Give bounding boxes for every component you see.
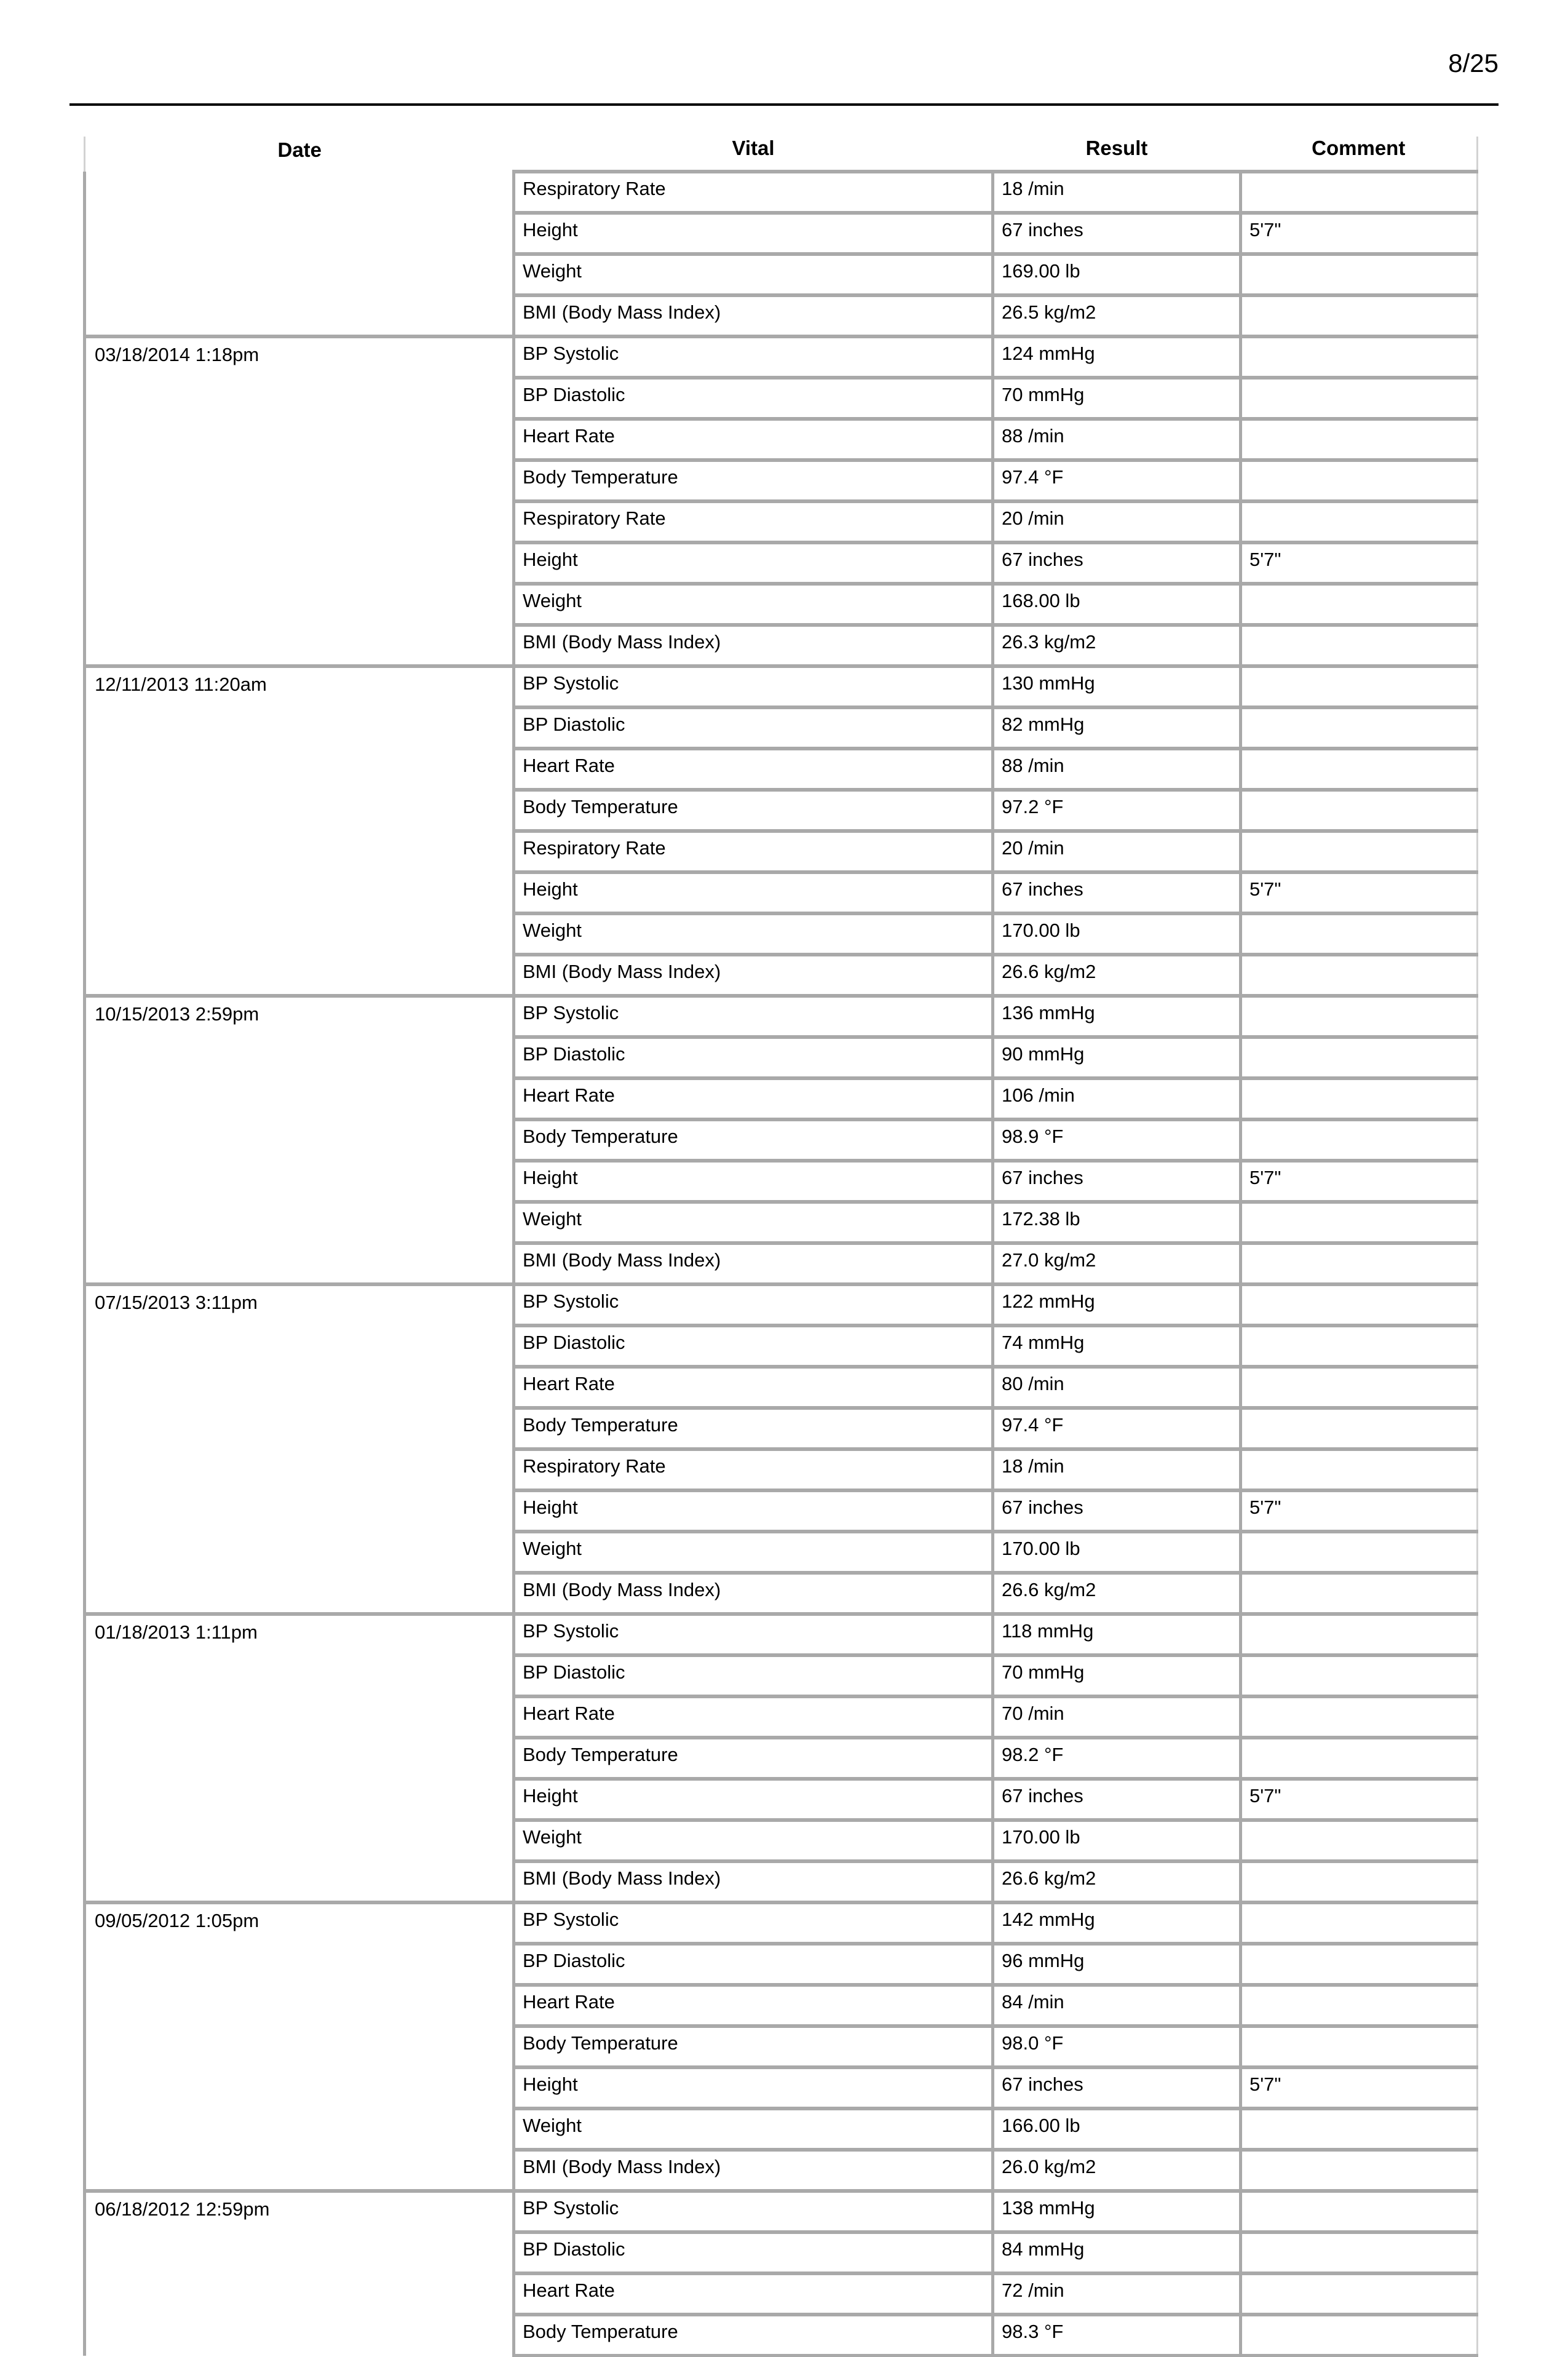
cell-result: 118 mmHg [993,1614,1241,1655]
cell-comment [1241,254,1478,295]
cell-result: 169.00 lb [993,254,1241,295]
cell-comment [1241,1655,1478,1696]
cell-result: 168.00 lb [993,584,1241,625]
cell-vital: Heart Rate [514,2273,993,2315]
column-header-vital: Vital [732,137,775,159]
cell-result: 124 mmHg [993,336,1241,378]
cell-comment [1241,913,1478,955]
cell-vital: BMI (Body Mass Index) [514,1861,993,1902]
cell-vital: Body Temperature [514,790,993,831]
cell-result: 67 inches [993,213,1241,254]
cell-result: 142 mmHg [993,1902,1241,1944]
cell-result: 98.0 °F [993,2026,1241,2067]
cell-result: 97.2 °F [993,790,1241,831]
cell-vital: BP Diastolic [514,707,993,749]
cell-vital: Respiratory Rate [514,1449,993,1490]
cell-result: 96 mmHg [993,1944,1241,1985]
cell-result: 26.0 kg/m2 [993,2150,1241,2191]
cell-comment [1241,2026,1478,2067]
cell-vital: BP Systolic [514,1284,993,1326]
cell-comment [1241,1284,1478,1326]
cell-comment [1241,749,1478,790]
cell-comment [1241,336,1478,378]
cell-comment [1241,1985,1478,2026]
cell-comment [1241,295,1478,336]
cell-vital: Height [514,2067,993,2109]
cell-date: 09/05/2012 1:05pm [85,1902,514,2191]
cell-comment [1241,501,1478,543]
table-row [85,336,1478,378]
cell-comment [1241,1408,1478,1449]
table-row [85,172,1478,213]
cell-vital: Body Temperature [514,1408,993,1449]
cell-result: 172.38 lb [993,1202,1241,1243]
cell-comment [1241,1202,1478,1243]
cell-vital: Heart Rate [514,1078,993,1119]
cell-comment [1241,378,1478,419]
cell-result: 80 /min [993,1367,1241,1408]
cell-result: 26.6 kg/m2 [993,1573,1241,1614]
cell-vital: Heart Rate [514,1985,993,2026]
page-header [69,25,1499,106]
cell-comment [1241,1243,1478,1284]
cell-vital: BP Diastolic [514,1037,993,1078]
cell-vital: Body Temperature [514,1738,993,1779]
cell-comment [1241,707,1478,749]
column-header-result: Result [1085,137,1148,159]
cell-comment [1241,2191,1478,2232]
cell-comment [1241,1573,1478,1614]
cell-date: 07/15/2013 3:11pm [85,1284,514,1614]
cell-comment [1241,625,1478,666]
cell-result: 170.00 lb [993,1820,1241,1861]
cell-vital: Heart Rate [514,749,993,790]
cell-result: 67 inches [993,543,1241,584]
cell-result: 70 /min [993,1696,1241,1738]
cell-vital: Body Temperature [514,1119,993,1161]
cell-comment [1241,1078,1478,1119]
cell-comment: 5'7" [1241,2067,1478,2109]
cell-date: 01/18/2013 1:11pm [85,1614,514,1902]
cell-vital: BMI (Body Mass Index) [514,1243,993,1284]
cell-vital: Height [514,543,993,584]
cell-vital: Height [514,1779,993,1820]
cell-comment [1241,2273,1478,2315]
cell-vital: Height [514,1161,993,1202]
cell-result: 26.5 kg/m2 [993,295,1241,336]
column-header-date: Date [277,138,322,161]
cell-result: 20 /min [993,831,1241,872]
cell-comment [1241,460,1478,501]
cell-result: 84 /min [993,1985,1241,2026]
cell-comment [1241,1037,1478,1078]
cell-vital: BMI (Body Mass Index) [514,625,993,666]
cell-result: 98.3 °F [993,2315,1241,2356]
cell-vital: BP Systolic [514,666,993,707]
cell-comment: 5'7" [1241,1161,1478,1202]
table-header-row [85,137,1478,172]
cell-comment [1241,1367,1478,1408]
cell-vital: BP Diastolic [514,2232,993,2273]
cell-vital: Weight [514,2109,993,2150]
cell-comment [1241,584,1478,625]
cell-result: 166.00 lb [993,2109,1241,2150]
cell-result: 170.00 lb [993,1532,1241,1573]
cell-vital: BMI (Body Mass Index) [514,955,993,996]
cell-date [85,172,514,336]
cell-result: 70 mmHg [993,1655,1241,1696]
table-row [85,996,1478,1037]
cell-vital: Respiratory Rate [514,831,993,872]
cell-result: 106 /min [993,1078,1241,1119]
cell-result: 98.9 °F [993,1119,1241,1161]
cell-comment [1241,172,1478,213]
cell-comment [1241,666,1478,707]
cell-vital: BP Systolic [514,336,993,378]
vitals-table-container [83,137,1478,2357]
cell-vital: BP Systolic [514,1614,993,1655]
cell-result: 18 /min [993,172,1241,213]
cell-result: 74 mmHg [993,1326,1241,1367]
cell-result: 136 mmHg [993,996,1241,1037]
cell-vital: Weight [514,913,993,955]
cell-result: 130 mmHg [993,666,1241,707]
cell-comment [1241,2232,1478,2273]
cell-comment [1241,1861,1478,1902]
cell-comment [1241,1119,1478,1161]
cell-vital: Height [514,1490,993,1532]
cell-result: 18 /min [993,1449,1241,1490]
cell-result: 82 mmHg [993,707,1241,749]
cell-result: 88 /min [993,419,1241,460]
cell-vital: Height [514,872,993,913]
cell-result: 98.2 °F [993,1738,1241,1779]
cell-vital: BMI (Body Mass Index) [514,295,993,336]
header-rule [69,103,1499,106]
cell-comment [1241,1326,1478,1367]
cell-date: 12/11/2013 11:20am [85,666,514,996]
cell-vital: Body Temperature [514,2026,993,2067]
cell-result: 20 /min [993,501,1241,543]
cell-vital: BP Systolic [514,1902,993,1944]
cell-comment [1241,2315,1478,2356]
cell-vital: Heart Rate [514,1367,993,1408]
cell-result: 170.00 lb [993,913,1241,955]
table-row [85,1284,1478,1326]
cell-comment: 5'7" [1241,872,1478,913]
cell-vital: BMI (Body Mass Index) [514,1573,993,1614]
page-number: 8/25 [1448,49,1499,78]
cell-vital: Heart Rate [514,419,993,460]
vitals-table [83,137,1478,2357]
cell-comment [1241,1944,1478,1985]
cell-vital: Weight [514,1820,993,1861]
cell-vital: Weight [514,254,993,295]
cell-comment [1241,1902,1478,1944]
cell-vital: Heart Rate [514,1696,993,1738]
table-body [85,172,1478,2356]
cell-vital: Weight [514,1532,993,1573]
cell-comment [1241,955,1478,996]
cell-vital: Respiratory Rate [514,501,993,543]
cell-result: 67 inches [993,872,1241,913]
cell-vital: Weight [514,1202,993,1243]
cell-result: 26.6 kg/m2 [993,955,1241,996]
cell-vital: Body Temperature [514,460,993,501]
cell-vital: Weight [514,584,993,625]
table-row [85,666,1478,707]
cell-comment [1241,419,1478,460]
cell-comment [1241,2150,1478,2191]
cell-comment: 5'7" [1241,543,1478,584]
cell-comment [1241,996,1478,1037]
cell-vital: Body Temperature [514,2315,993,2356]
cell-vital: BP Diastolic [514,1944,993,1985]
cell-comment [1241,2109,1478,2150]
cell-date: 10/15/2013 2:59pm [85,996,514,1284]
cell-comment: 5'7" [1241,1490,1478,1532]
cell-result: 70 mmHg [993,378,1241,419]
cell-result: 72 /min [993,2273,1241,2315]
cell-comment [1241,1696,1478,1738]
cell-result: 26.3 kg/m2 [993,625,1241,666]
table-row [85,1902,1478,1944]
cell-result: 90 mmHg [993,1037,1241,1078]
cell-result: 88 /min [993,749,1241,790]
cell-vital: BP Systolic [514,996,993,1037]
cell-comment [1241,831,1478,872]
cell-vital: BP Systolic [514,2191,993,2232]
table-row [85,1614,1478,1655]
cell-result: 84 mmHg [993,2232,1241,2273]
cell-result: 97.4 °F [993,1408,1241,1449]
cell-comment [1241,1738,1478,1779]
table-header [85,137,1478,172]
table-row [85,2191,1478,2232]
cell-comment [1241,1614,1478,1655]
cell-vital: BP Diastolic [514,1326,993,1367]
cell-comment [1241,790,1478,831]
cell-result: 67 inches [993,2067,1241,2109]
cell-result: 26.6 kg/m2 [993,1861,1241,1902]
cell-result: 67 inches [993,1779,1241,1820]
cell-vital: BMI (Body Mass Index) [514,2150,993,2191]
cell-result: 122 mmHg [993,1284,1241,1326]
column-header-comment: Comment [1312,137,1406,159]
cell-result: 27.0 kg/m2 [993,1243,1241,1284]
cell-vital: Respiratory Rate [514,172,993,213]
cell-vital: Height [514,213,993,254]
cell-result: 138 mmHg [993,2191,1241,2232]
cell-result: 97.4 °F [993,460,1241,501]
cell-comment [1241,1532,1478,1573]
cell-vital: BP Diastolic [514,378,993,419]
cell-result: 67 inches [993,1161,1241,1202]
cell-vital: BP Diastolic [514,1655,993,1696]
cell-date: 03/18/2014 1:18pm [85,336,514,666]
cell-comment [1241,1820,1478,1861]
cell-result: 67 inches [993,1490,1241,1532]
cell-comment [1241,1449,1478,1490]
cell-comment: 5'7" [1241,1779,1478,1820]
cell-date: 06/18/2012 12:59pm [85,2191,514,2356]
cell-comment: 5'7" [1241,213,1478,254]
